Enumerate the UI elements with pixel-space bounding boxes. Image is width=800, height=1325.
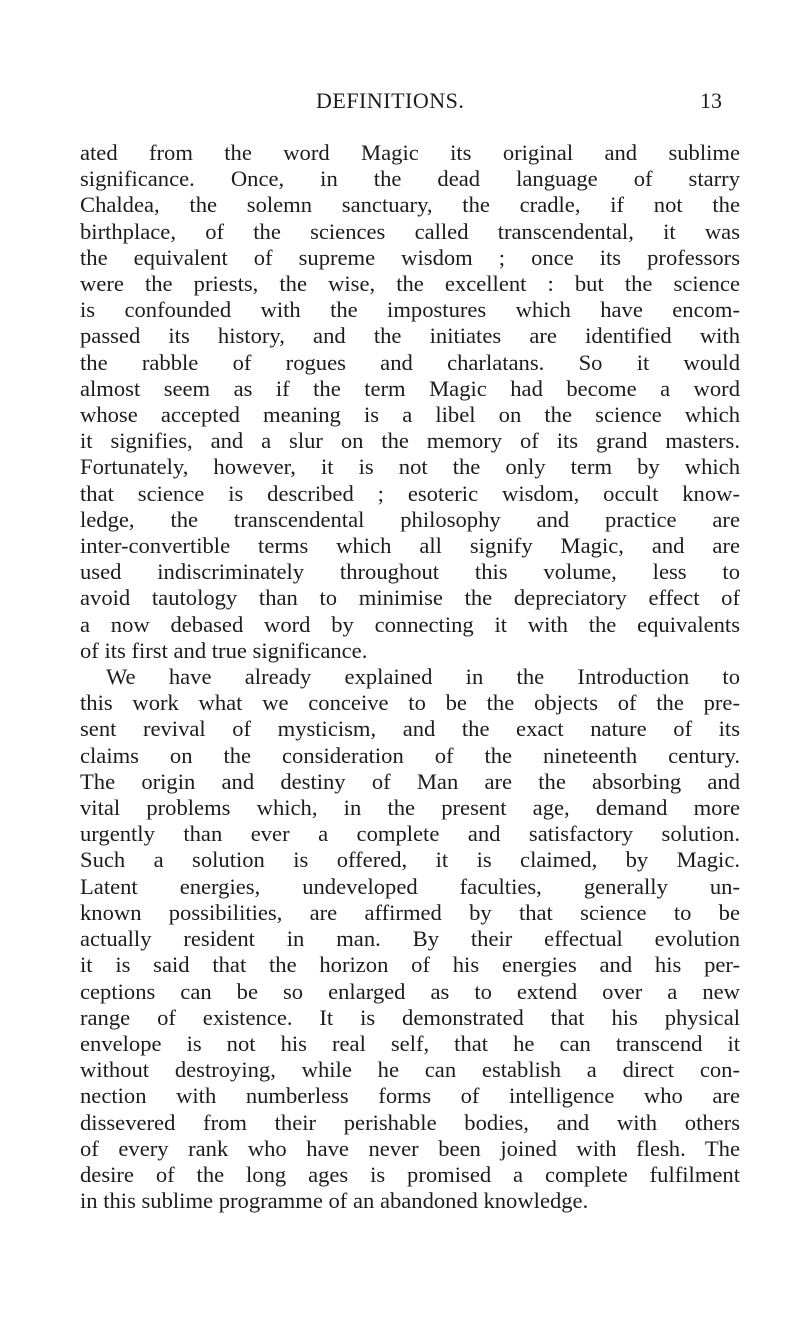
text-line: desire of the long ages is promised a complete fulfilment bbox=[80, 1161, 740, 1187]
text-line: it is said that the horizon of his energies and his per- bbox=[80, 952, 740, 978]
text-line: actually resident in man. By their effectual evolution bbox=[80, 926, 740, 952]
page-number: 13 bbox=[700, 88, 722, 113]
text-line: passed its history, and the initiates are identified with bbox=[80, 323, 740, 349]
text-line: ated from the word Magic its original and sublime bbox=[80, 140, 740, 165]
text-line: of its first and true significance. bbox=[80, 637, 368, 663]
text-line: without destroying, while he can establish a direct con- bbox=[80, 1057, 740, 1083]
text-line: range of existence. It is demonstrated that his physical bbox=[80, 1004, 740, 1030]
text-line: in this sublime programme of an abandoned knowledge. bbox=[80, 1188, 589, 1214]
text-line: this work what we conceive to be the objects of the pre- bbox=[80, 690, 740, 716]
text-line: claims on the consideration of the nineteenth century. bbox=[80, 742, 740, 768]
body-text bbox=[80, 140, 740, 1214]
text-line: the rabble of rogues and charlatans. So it would bbox=[80, 349, 740, 375]
text-line: ceptions can be so enlarged as to extend over a new bbox=[80, 978, 740, 1004]
text-line: known possibilities, are affirmed by that science to be bbox=[80, 899, 740, 925]
text-line: nection with numberless forms of intelligence who are bbox=[80, 1083, 740, 1109]
text-line: were the priests, the wise, the excellent : but the science bbox=[80, 271, 740, 297]
text-line: avoid tautology than to minimise the depreciatory effect of bbox=[80, 585, 740, 611]
text-line: used indiscriminately throughout this volume, less to bbox=[80, 559, 740, 585]
text-line: it signifies, and a slur on the memory of its grand masters. bbox=[80, 428, 740, 454]
text-line: vital problems which, in the present age, demand more bbox=[80, 795, 740, 821]
text-line: is confounded with the impostures which have encom- bbox=[80, 297, 740, 323]
text-line: envelope is not his real self, that he can transcend it bbox=[80, 1030, 740, 1056]
text-line: that science is described ; esoteric wisdom, occult know- bbox=[80, 480, 740, 506]
text-line: the equivalent of supreme wisdom ; once its professors bbox=[80, 244, 740, 270]
text-line: whose accepted meaning is a libel on the science which bbox=[80, 402, 740, 428]
text-line: of every rank who have never been joined with flesh. The bbox=[80, 1135, 740, 1161]
text-line: dissevered from their perishable bodies, and with others bbox=[80, 1109, 740, 1135]
text-line: inter-convertible terms which all signify Magic, and are bbox=[80, 533, 740, 559]
text-line: Fortunately, however, it is not the only term by which bbox=[80, 454, 740, 480]
text-line: Such a solution is offered, it is claimed, by Magic. bbox=[80, 847, 740, 873]
text-line: a now debased word by connecting it with the equivalents bbox=[80, 611, 740, 637]
text-line: The origin and destiny of Man are the absorbing and bbox=[80, 768, 740, 794]
running-head: DEFINITIONS. bbox=[316, 88, 465, 113]
text-line: birthplace, of the sciences called transcendental, it was bbox=[80, 218, 740, 244]
text-line: urgently than ever a complete and satisfactory solution. bbox=[80, 821, 740, 847]
text-line: ledge, the transcendental philosophy and practice are bbox=[80, 506, 740, 532]
text-line: Latent energies, undeveloped faculties, generally un- bbox=[80, 873, 740, 899]
text-line: almost seem as if the term Magic had become a word bbox=[80, 375, 740, 401]
text-line: Chaldea, the solemn sanctuary, the cradle, if not the bbox=[80, 192, 740, 218]
text-line: We have already explained in the Introduction to bbox=[106, 664, 740, 690]
text-line: sent revival of mysticism, and the exact nature of its bbox=[80, 716, 740, 742]
text-line: significance. Once, in the dead language of starry bbox=[80, 166, 740, 192]
